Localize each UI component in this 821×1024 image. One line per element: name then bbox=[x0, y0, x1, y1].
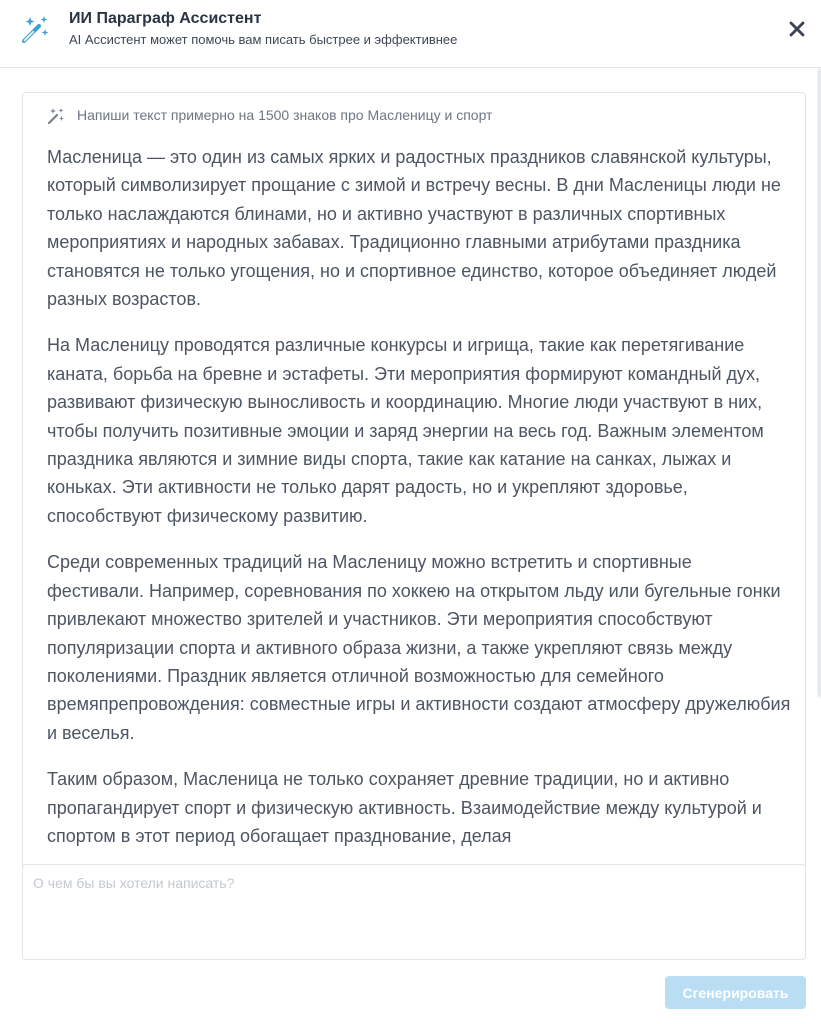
paragraph: Масленица — это один из самых ярких и радостных праздников славянской культуры, который символизирует прощание с зимой и встречу весны. В дни Масленицы люди не только наслаждаются блинами, но и активно участвуют в различных спортивных мероприятиях и народных забавах. Традиционно главными атрибутами праздника становятся не только угощения, но и спортивное единство, которое объединяет людей разных возрастов. bbox=[47, 147, 781, 310]
close-button[interactable] bbox=[784, 16, 810, 42]
generate-button[interactable]: Сгенерировать bbox=[665, 976, 806, 1009]
paragraph: Таким образом, Масленица не только сохраняет древние традиции, но и активно пропагандирует спорт и физическую активность. Взаимодействие между культурой и спортом в этот период обогащает празднование, делая bbox=[47, 769, 762, 846]
close-icon bbox=[784, 29, 810, 46]
paragraph: Среди современных традиций на Масленицу можно встретить и спортивные фестивали. Например, соревнования по хоккею на открытом льду или бугельные гонки привлекают множество зрителей и участников. Эти мероприятия способствуют популяризации спорта и активного образа жизни, а также укрепляют связь между поколениями. Праздник является отличной возможностью для семейного времяпрепровождения: совместные игры и активности создают атмосферу дружелюбия и веселья. bbox=[47, 552, 791, 743]
dialog-header bbox=[0, 0, 821, 68]
paragraph: На Масленицу проводятся различные конкурсы и игрища, такие как перетягивание каната, борьба на бревне и эстафеты. Эти мероприятия формируют командный дух, развивают физическую выносливость и координацию. Многие люди участвуют в них, чтобы получить позитивные эмоции и заряд энергии на весь год. Важным элементом праздника являются и зимние виды спорта, такие как катание на санках, лыжах и коньках. Эти активности не только дарят радость, но и укрепляют здоровье, способствуют физическому развитию. bbox=[47, 335, 764, 526]
dialog-title: ИИ Параграф Ассистент bbox=[69, 10, 262, 27]
response-card bbox=[22, 92, 806, 892]
generated-text bbox=[47, 143, 792, 868]
prompt-input[interactable] bbox=[22, 864, 806, 960]
magic-wand-icon bbox=[20, 14, 52, 46]
dialog-subtitle: AI Ассистент может помочь вам писать быстрее и эффективнее bbox=[69, 32, 458, 47]
prompt-text: Напиши текст примерно на 1500 знаков про Масленицу и спорт bbox=[77, 107, 493, 123]
magic-wand-icon bbox=[47, 107, 65, 125]
